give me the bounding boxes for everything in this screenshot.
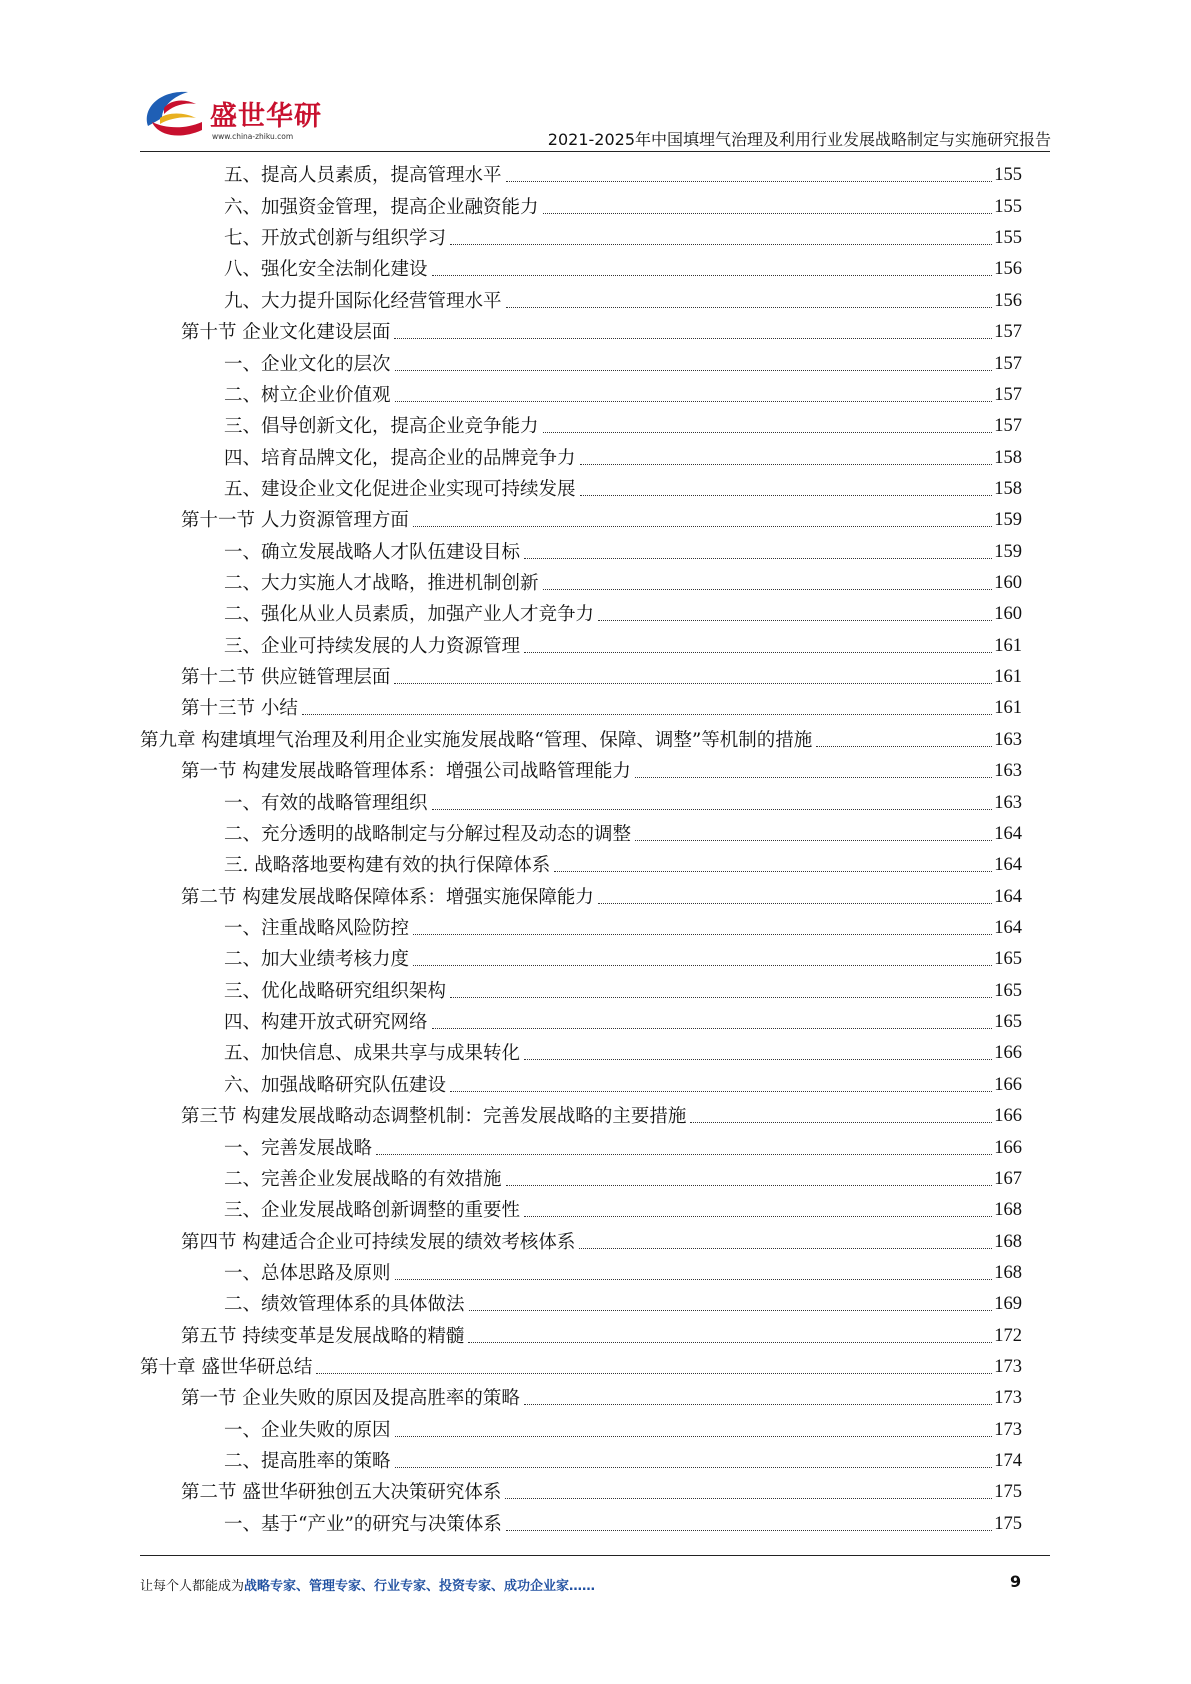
- toc-leader-dots: [394, 683, 992, 684]
- toc-leader-dots: [395, 370, 993, 371]
- toc-entry-page: 169: [994, 1294, 1022, 1315]
- toc-leader-dots: [816, 746, 992, 747]
- toc-entry-title: 三、企业发展战略创新调整的重要性: [224, 1200, 521, 1222]
- toc-entry[interactable]: [140, 662, 1022, 693]
- toc-entry-title: 四、培育品牌文化，提高企业的品牌竞争力: [224, 447, 576, 469]
- toc-entry-page: 173: [994, 1419, 1022, 1440]
- toc-entry-title: 二、大力实施人才战略，推进机制创新: [224, 573, 539, 595]
- toc-entry-title: 第三节 构建发展战略动态调整机制：完善发展战略的主要措施: [181, 1106, 687, 1128]
- toc-entry-title: 二、加大业绩考核力度: [224, 949, 410, 971]
- toc-leader-dots: [543, 432, 993, 433]
- toc-entry[interactable]: [140, 630, 1022, 661]
- toc-entry-title: 第十节 企业文化建设层面: [181, 322, 391, 344]
- toc-entry[interactable]: [140, 474, 1022, 505]
- toc-entry-title: 第二节 盛世华研独创五大决策研究体系: [181, 1482, 502, 1504]
- toc-entry[interactable]: [140, 1101, 1022, 1132]
- toc-leader-dots: [376, 1154, 992, 1155]
- toc-entry-title: 三、倡导创新文化，提高企业竞争能力: [224, 416, 539, 438]
- toc-leader-dots: [579, 1248, 992, 1249]
- toc-entry-title: 一、注重战略风险防控: [224, 917, 410, 939]
- toc-entry-title: 第二节 构建发展战略保障体系：增强实施保障能力: [181, 886, 594, 908]
- toc-entry-page: 157: [994, 384, 1022, 405]
- toc-entry[interactable]: [140, 1477, 1022, 1508]
- toc-entry-title: 一、有效的战略管理组织: [224, 792, 428, 814]
- toc-entry[interactable]: [140, 1508, 1022, 1539]
- toc-entry[interactable]: [140, 380, 1022, 411]
- toc-entry[interactable]: [140, 568, 1022, 599]
- toc-leader-dots: [394, 338, 992, 339]
- toc-leader-dots: [580, 464, 993, 465]
- toc-entry[interactable]: [140, 819, 1022, 850]
- toc-entry-title: 四、构建开放式研究网络: [224, 1012, 428, 1034]
- toc-entry-title: 五、提高人员素质，提高管理水平: [224, 165, 502, 187]
- toc-entry-page: 157: [994, 416, 1022, 437]
- toc-entry[interactable]: [140, 317, 1022, 348]
- toc-leader-dots: [524, 1059, 992, 1060]
- toc-entry-page: 166: [994, 1043, 1022, 1064]
- toc-entry-page: 155: [994, 165, 1022, 186]
- toc-entry-title: 第十三节 小结: [181, 698, 298, 720]
- toc-leader-dots: [524, 1216, 992, 1217]
- toc-entry[interactable]: [140, 756, 1022, 787]
- page-number: 9: [1010, 1572, 1022, 1591]
- toc-entry-page: 166: [994, 1137, 1022, 1158]
- toc-entry[interactable]: [140, 348, 1022, 379]
- toc-entry-title: 二、强化从业人员素质，加强产业人才竞争力: [224, 604, 595, 626]
- toc-entry-page: 164: [994, 886, 1022, 907]
- toc-entry-title: 八、强化安全法制化建设: [224, 259, 428, 281]
- toc-entry[interactable]: [140, 599, 1022, 630]
- toc-leader-dots: [524, 558, 992, 559]
- toc-entry-title: 三、优化战略研究组织架构: [224, 980, 447, 1002]
- toc-entry-page: 174: [994, 1451, 1022, 1472]
- toc-entry[interactable]: [140, 850, 1022, 881]
- toc-entry-page: 175: [994, 1513, 1022, 1534]
- toc-entry-title: 一、总体思路及原则: [224, 1262, 391, 1284]
- toc-entry[interactable]: [140, 693, 1022, 724]
- footer-slogan-prefix: 让每个人都能成为: [140, 1579, 245, 1594]
- toc-leader-dots: [395, 1467, 993, 1468]
- toc-leader-dots: [395, 401, 993, 402]
- toc-entry-title: 二、提高胜率的策略: [224, 1451, 391, 1473]
- toc-entry-page: 161: [994, 635, 1022, 656]
- toc-entry-page: 159: [994, 510, 1022, 531]
- toc-entry[interactable]: [140, 254, 1022, 285]
- toc-entry[interactable]: [140, 1226, 1022, 1257]
- toc-entry[interactable]: [140, 1069, 1022, 1100]
- toc-entry[interactable]: [140, 411, 1022, 442]
- toc-entry[interactable]: [140, 881, 1022, 912]
- toc-entry-title: 第一节 企业失败的原因及提高胜率的策略: [181, 1388, 520, 1410]
- toc-entry[interactable]: [140, 787, 1022, 818]
- toc-entry[interactable]: [140, 160, 1022, 191]
- toc-entry-page: 173: [994, 1388, 1022, 1409]
- toc-entry-title: 第九章 构建填埋气治理及利用企业实施发展战略“管理、保障、调整”等机制的措施: [140, 729, 813, 751]
- toc-entry[interactable]: [140, 1414, 1022, 1445]
- toc-entry[interactable]: [140, 1195, 1022, 1226]
- toc-entry[interactable]: [140, 1383, 1022, 1414]
- toc-leader-dots: [395, 1436, 993, 1437]
- toc-entry-page: 164: [994, 855, 1022, 876]
- toc-entry-title: 六、加强战略研究队伍建设: [224, 1074, 447, 1096]
- toc-entry[interactable]: [140, 1258, 1022, 1289]
- toc-entry-title: 五、加快信息、成果共享与成果转化: [224, 1043, 521, 1065]
- toc-entry-title: 三、企业可持续发展的人力资源管理: [224, 635, 521, 657]
- footer-slogan: [140, 1575, 595, 1594]
- toc-leader-dots: [506, 1530, 992, 1531]
- toc-entry-page: 155: [994, 196, 1022, 217]
- toc-entry-page: 158: [994, 478, 1022, 499]
- toc-entry-page: 156: [994, 290, 1022, 311]
- toc-entry-page: 168: [994, 1262, 1022, 1283]
- toc-entry[interactable]: [140, 913, 1022, 944]
- toc-entry-title: 一、企业失败的原因: [224, 1419, 391, 1441]
- toc-leader-dots: [506, 307, 993, 308]
- toc-leader-dots: [635, 840, 992, 841]
- toc-entry-page: 157: [994, 353, 1022, 374]
- toc-entry[interactable]: [140, 285, 1022, 316]
- toc-entry[interactable]: [140, 1289, 1022, 1320]
- toc-leader-dots: [506, 1185, 993, 1186]
- toc-entry-title: 第五节 持续变革是发展战略的精髓: [181, 1325, 465, 1347]
- toc-entry-title: 二、树立企业价值观: [224, 384, 391, 406]
- toc-entry-title: 第一节 构建发展战略管理体系：增强公司战略管理能力: [181, 761, 631, 783]
- toc-leader-dots: [432, 809, 993, 810]
- toc-entry[interactable]: [140, 191, 1022, 222]
- toc-entry-page: 168: [994, 1200, 1022, 1221]
- toc-entry-page: 175: [994, 1482, 1022, 1503]
- toc-entry-page: 156: [994, 259, 1022, 280]
- toc-entry-page: 165: [994, 980, 1022, 1001]
- toc-entry[interactable]: [140, 442, 1022, 473]
- table-of-contents: [140, 160, 1022, 1540]
- toc-entry-title: 二、绩效管理体系的具体做法: [224, 1294, 465, 1316]
- toc-leader-dots: [598, 903, 992, 904]
- toc-entry-title: 五、建设企业文化促进企业实现可持续发展: [224, 478, 576, 500]
- toc-leader-dots: [598, 620, 992, 621]
- toc-leader-dots: [690, 1122, 992, 1123]
- toc-entry[interactable]: [140, 1352, 1022, 1383]
- toc-entry-title: 六、加强资金管理，提高企业融资能力: [224, 196, 539, 218]
- toc-entry-title: 第十二节 供应链管理层面: [181, 667, 391, 689]
- toc-entry[interactable]: [140, 223, 1022, 254]
- toc-leader-dots: [543, 213, 993, 214]
- toc-entry-page: 158: [994, 447, 1022, 468]
- footer-divider: [140, 1555, 1050, 1556]
- toc-leader-dots: [316, 1373, 992, 1374]
- toc-leader-dots: [469, 1310, 993, 1311]
- toc-leader-dots: [635, 777, 992, 778]
- toc-entry[interactable]: [140, 1446, 1022, 1477]
- toc-leader-dots: [432, 275, 993, 276]
- toc-leader-dots: [580, 495, 993, 496]
- toc-entry[interactable]: [140, 1007, 1022, 1038]
- logo-url: www.china-zhiku.com: [212, 132, 294, 141]
- toc-entry-title: 第四节 构建适合企业可持续发展的绩效考核体系: [181, 1231, 576, 1253]
- toc-entry[interactable]: [140, 1164, 1022, 1195]
- toc-entry-title: 一、企业文化的层次: [224, 353, 391, 375]
- toc-leader-dots: [450, 1091, 992, 1092]
- toc-leader-dots: [432, 1028, 993, 1029]
- toc-entry-page: 160: [994, 573, 1022, 594]
- toc-entry-page: 172: [994, 1325, 1022, 1346]
- toc-leader-dots: [524, 1404, 992, 1405]
- toc-entry-page: 163: [994, 729, 1022, 750]
- toc-entry-page: 157: [994, 322, 1022, 343]
- toc-entry-title: 二、完善企业发展战略的有效措施: [224, 1168, 502, 1190]
- toc-leader-dots: [524, 652, 992, 653]
- toc-entry[interactable]: [140, 975, 1022, 1006]
- toc-entry-page: 165: [994, 949, 1022, 970]
- toc-entry-page: 155: [994, 228, 1022, 249]
- toc-leader-dots: [543, 589, 993, 590]
- toc-entry-page: 161: [994, 667, 1022, 688]
- toc-entry-page: 163: [994, 792, 1022, 813]
- toc-entry-page: 164: [994, 823, 1022, 844]
- toc-leader-dots: [413, 526, 992, 527]
- toc-entry-page: 160: [994, 604, 1022, 625]
- toc-entry-title: 一、确立发展战略人才队伍建设目标: [224, 541, 521, 563]
- toc-entry[interactable]: [140, 1320, 1022, 1351]
- toc-entry-title: 一、基于“产业”的研究与决策体系: [224, 1513, 502, 1535]
- toc-entry-page: 159: [994, 541, 1022, 562]
- toc-entry-title: 七、开放式创新与组织学习: [224, 228, 447, 250]
- toc-entry[interactable]: [140, 1132, 1022, 1163]
- toc-entry[interactable]: [140, 505, 1022, 536]
- toc-entry-page: 165: [994, 1012, 1022, 1033]
- toc-entry-title: 二、充分透明的战略制定与分解过程及动态的调整: [224, 823, 632, 845]
- toc-entry-page: 164: [994, 917, 1022, 938]
- toc-entry[interactable]: [140, 1038, 1022, 1069]
- toc-entry-page: 166: [994, 1074, 1022, 1095]
- toc-entry-title: 一、完善发展战略: [224, 1137, 373, 1159]
- toc-entry[interactable]: [140, 536, 1022, 567]
- toc-entry[interactable]: [140, 724, 1022, 755]
- toc-entry-title: 九、大力提升国际化经营管理水平: [224, 290, 502, 312]
- toc-entry-title: 第十章 盛世华研总结: [140, 1357, 313, 1379]
- toc-leader-dots: [413, 934, 992, 935]
- toc-leader-dots: [505, 1498, 992, 1499]
- toc-entry-page: 168: [994, 1231, 1022, 1252]
- toc-entry-page: 166: [994, 1106, 1022, 1127]
- page-header: [0, 0, 1191, 152]
- logo-text: 盛世华研: [210, 101, 322, 132]
- report-title: 2021-2025年中国填埋气治理及利用行业发展战略制定与实施研究报告: [547, 130, 1051, 149]
- toc-entry-title: 三. 战略落地要构建有效的执行保障体系: [224, 855, 551, 877]
- toc-entry[interactable]: [140, 944, 1022, 975]
- toc-entry-page: 167: [994, 1168, 1022, 1189]
- toc-entry-title: 第十一节 人力资源管理方面: [181, 510, 409, 532]
- toc-entry-page: 173: [994, 1357, 1022, 1378]
- toc-leader-dots: [450, 244, 992, 245]
- toc-leader-dots: [413, 965, 992, 966]
- toc-entry-page: 163: [994, 761, 1022, 782]
- toc-entry-page: 161: [994, 698, 1022, 719]
- toc-leader-dots: [395, 1279, 993, 1280]
- toc-leader-dots: [506, 181, 993, 182]
- toc-leader-dots: [450, 997, 992, 998]
- footer-slogan-emphasis: 战略专家、管理专家、行业专家、投资专家、成功企业家……: [244, 1579, 596, 1594]
- toc-leader-dots: [302, 714, 992, 715]
- header-divider: [140, 151, 1050, 152]
- toc-leader-dots: [554, 871, 992, 872]
- toc-leader-dots: [468, 1342, 992, 1343]
